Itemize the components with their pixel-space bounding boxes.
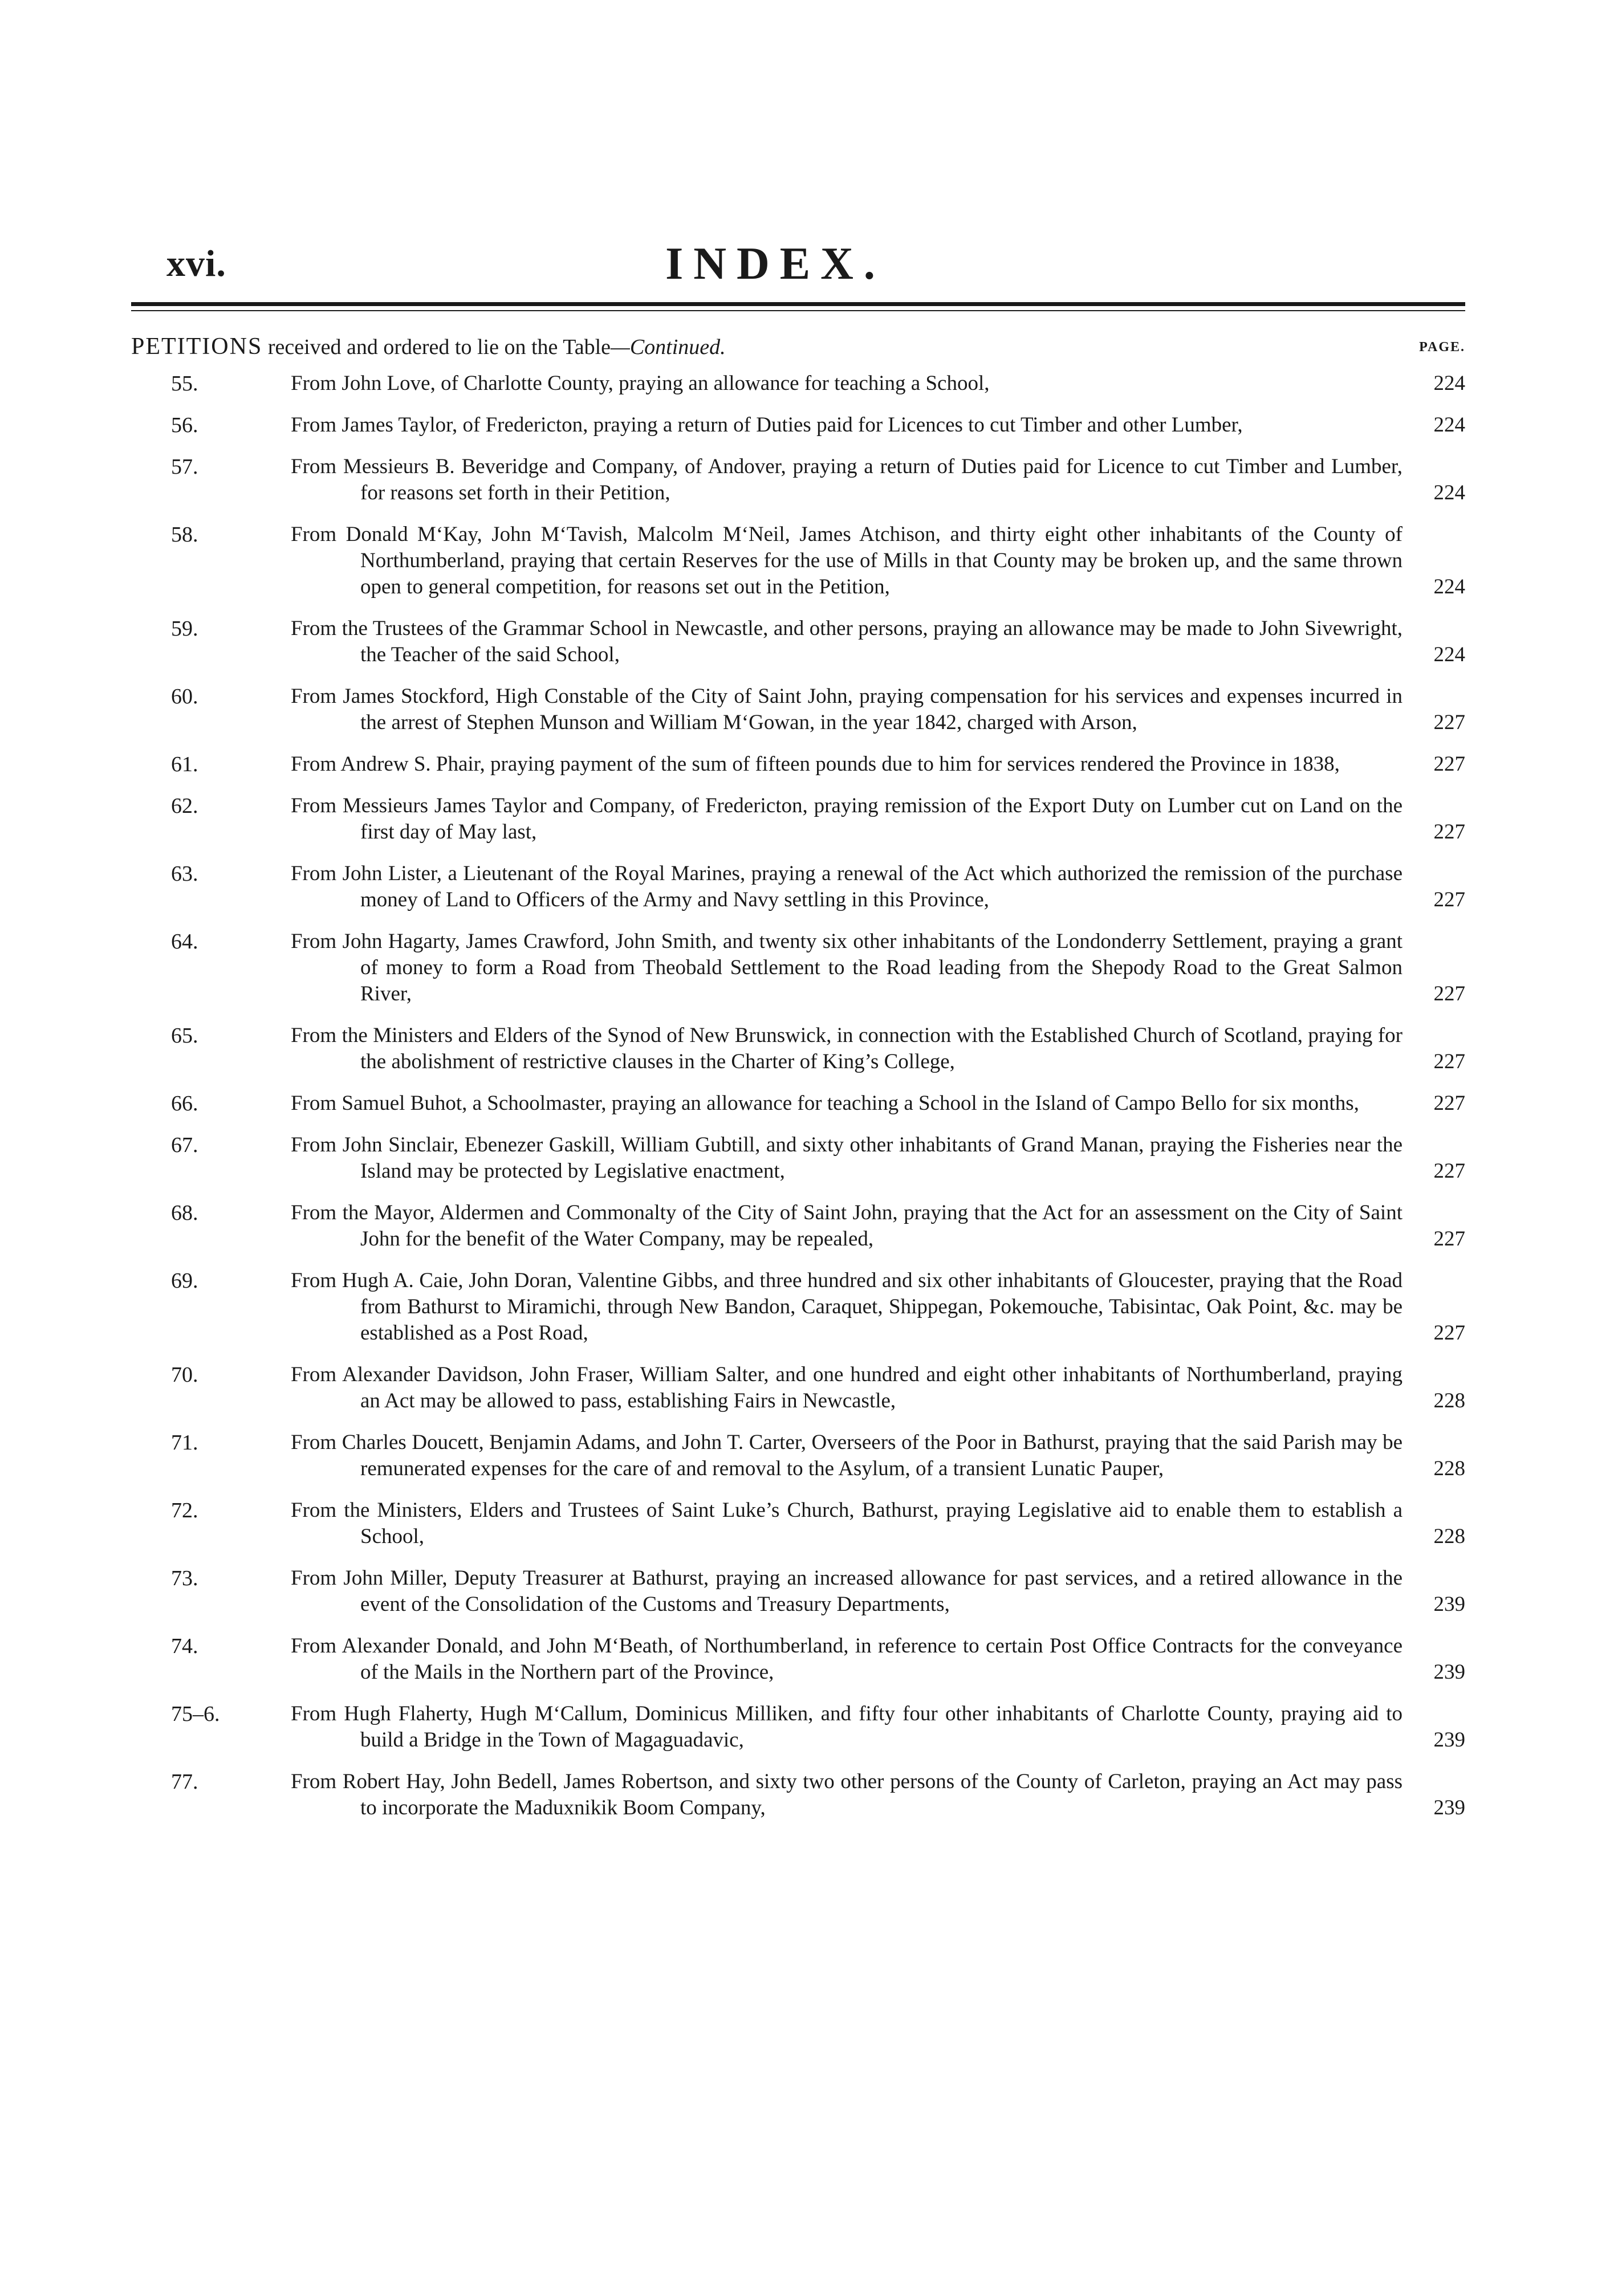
- header-rule: [131, 302, 1465, 306]
- index-entry: [0, 861, 1622, 913]
- page-title: INDEX.: [665, 239, 885, 289]
- entry-text: From James Taylor, of Fredericton, praying a return of Duties paid for Licences to cut Timber and other Lumber,: [291, 413, 1243, 437]
- entry-spacer: [0, 1117, 1622, 1132]
- entry-text: From James Stockford, High Constable of the City of Saint John, praying compensation for his services and expenses incurred in the arrest of Stephen Munson and William M‘Gowan, in the year 1842, charged with Arson,: [291, 685, 1403, 734]
- entry-text: From Alexander Donald, and John M‘Beath, of Northumberland, in reference to certain Post Office Contracts for the conveyance of the Mails in the Northern part of the Province,: [291, 1634, 1403, 1684]
- index-entry: [0, 1430, 1622, 1482]
- entry-text: From Messieurs B. Beveridge and Company, of Andover, praying a return of Duties paid for Licence to cut Timber and Lumber, for reasons set forth in their Petition,: [291, 455, 1403, 504]
- entry-page-ref: 239: [1433, 1593, 1465, 1616]
- index-entry: [0, 1701, 1622, 1753]
- entry-page-ref: 239: [1433, 1728, 1465, 1752]
- entry-text: From the Mayor, Aldermen and Commonalty of the City of Saint John, praying that the Act for an assessment on the City of Saint John for the benefit of the Water Company, may be repealed,: [291, 1201, 1403, 1251]
- entry-text: From Charles Doucett, Benjamin Adams, and John T. Carter, Overseers of the Poor in Bathurst, praying that the said Parish may be remunerated expenses for the care of and removal to the Asylum, of a transient Lunatic Pauper,: [291, 1431, 1403, 1480]
- entry-text: From Andrew S. Phair, praying payment of the sum of fifteen pounds due to him for services rendered the Province in 1838,: [291, 752, 1340, 776]
- entry-page-ref: 227: [1433, 711, 1465, 734]
- entry-number: 69.: [171, 1269, 198, 1293]
- index-entries: [0, 371, 1622, 1821]
- entry-spacer: [0, 1686, 1622, 1701]
- entry-text: From John Miller, Deputy Treasurer at Bathurst, praying an increased allowance for past services, and a retired allowance in the event of the Consolidation of the Customs and Treasury Departments,: [291, 1566, 1403, 1616]
- index-entry: [0, 1769, 1622, 1821]
- entry-number: 67.: [171, 1133, 198, 1157]
- entry-number: 59.: [171, 617, 198, 641]
- entry-spacer: [0, 1007, 1622, 1023]
- entry-number: 61.: [171, 752, 198, 776]
- entry-number: 55.: [171, 372, 198, 396]
- entry-page-ref: 239: [1433, 1660, 1465, 1684]
- entry-page-ref: 224: [1433, 481, 1465, 504]
- entry-number: 73.: [171, 1566, 198, 1590]
- index-entry: [0, 371, 1622, 397]
- entry-spacer: [0, 1753, 1622, 1769]
- entry-spacer: [0, 1075, 1622, 1090]
- index-entry: [0, 412, 1622, 438]
- entry-text: From Hugh Flaherty, Hugh M‘Callum, Dominicus Milliken, and fifty four other inhabitants of Charlotte County, praying aid to build a Bridge in the Town of Magaguadavic,: [291, 1702, 1403, 1752]
- entry-page-ref: 227: [1433, 752, 1465, 776]
- entry-page-ref: 227: [1433, 820, 1465, 844]
- section-heading-continued: —Continued.: [611, 335, 726, 359]
- entry-page-ref: 227: [1433, 982, 1465, 1005]
- index-entry: [0, 793, 1622, 845]
- entry-number: 63.: [171, 862, 198, 886]
- entry-spacer: [0, 1414, 1622, 1430]
- entry-text: From Messieurs James Taylor and Company, of Fredericton, praying remission of the Export Duty on Lumber cut on Land on the first day of May last,: [291, 794, 1403, 844]
- index-entry: [0, 751, 1622, 777]
- entry-number: 74.: [171, 1634, 198, 1658]
- index-entry: [0, 1633, 1622, 1686]
- index-entry: [0, 929, 1622, 1007]
- entry-page-ref: 224: [1433, 643, 1465, 666]
- section-heading: [131, 333, 726, 360]
- entry-text: From John Sinclair, Ebenezer Gaskill, William Gubtill, and sixty other inhabitants of Grand Manan, praying the Fisheries near the Island may be protected by Legislative enactment,: [291, 1133, 1403, 1183]
- entry-spacer: [0, 1346, 1622, 1362]
- entry-number: 56.: [171, 413, 198, 437]
- entry-spacer: [0, 736, 1622, 751]
- entry-spacer: [0, 845, 1622, 861]
- entry-text: From John Lister, a Lieutenant of the Royal Marines, praying a renewal of the Act which authorized the remission of the purchase money of Land to Officers of the Army and Navy settling in this Province,: [291, 862, 1403, 911]
- entry-spacer: [0, 1550, 1622, 1565]
- entry-page-ref: 224: [1433, 575, 1465, 599]
- entry-spacer: [0, 1184, 1622, 1200]
- entry-page-ref: 239: [1433, 1796, 1465, 1819]
- entry-number: 77.: [171, 1770, 198, 1794]
- entry-number: 57.: [171, 455, 198, 479]
- entry-spacer: [0, 1482, 1622, 1497]
- index-entry: [0, 1268, 1622, 1346]
- entry-text: From Hugh A. Caie, John Doran, Valentine Gibbs, and three hundred and six other inhabitants of Gloucester, praying that the Road from Bathurst to Miramichi, through New Bandon, Caraquet, Shippegan, Pokemouche, Tabisintac, Oak Point, &c. may be established as a Post Road,: [291, 1269, 1403, 1345]
- entry-page-ref: 227: [1433, 1092, 1465, 1115]
- index-entry: [0, 1362, 1622, 1414]
- entry-number: 68.: [171, 1201, 198, 1225]
- entry-text: From the Ministers and Elders of the Synod of New Brunswick, in connection with the Established Church of Scotland, praying for the abolishment of restrictive clauses in the Charter of King’s College,: [291, 1024, 1403, 1073]
- entry-spacer: [0, 506, 1622, 522]
- entry-page-ref: 227: [1433, 1321, 1465, 1345]
- entry-page-ref: 227: [1433, 1050, 1465, 1073]
- entry-page-ref: 224: [1433, 413, 1465, 437]
- section-heading-text: received and ordered to lie on the Table: [262, 335, 611, 359]
- entry-spacer: [0, 1252, 1622, 1268]
- index-entry: [0, 683, 1622, 736]
- index-entry: [0, 454, 1622, 506]
- entry-spacer: [0, 777, 1622, 793]
- entry-number: 66.: [171, 1092, 198, 1116]
- entry-text: From Alexander Davidson, John Fraser, William Salter, and one hundred and eight other inhabitants of Northumberland, praying an Act may be allowed to pass, establishing Fairs in Newcastle,: [291, 1363, 1403, 1412]
- entry-spacer: [0, 668, 1622, 683]
- entry-spacer: [0, 438, 1622, 454]
- entry-text: From Samuel Buhot, a Schoolmaster, praying an allowance for teaching a School in the Island of Campo Bello for six months,: [291, 1092, 1359, 1115]
- entry-number: 58.: [171, 523, 198, 547]
- entry-number: 62.: [171, 794, 198, 818]
- entry-text: From Robert Hay, John Bedell, James Robertson, and sixty two other persons of the County of Carleton, praying an Act may pass to incorporate the Maduxnikik Boom Company,: [291, 1770, 1403, 1819]
- index-entry: [0, 616, 1622, 668]
- entry-number: 65.: [171, 1024, 198, 1048]
- entry-text: From John Love, of Charlotte County, praying an allowance for teaching a School,: [291, 372, 990, 395]
- entry-number: 71.: [171, 1431, 198, 1455]
- entry-number: 70.: [171, 1363, 198, 1387]
- entry-page-ref: 227: [1433, 888, 1465, 911]
- page-number: xvi.: [166, 243, 226, 284]
- index-entry: [0, 522, 1622, 600]
- entry-page-ref: 228: [1433, 1525, 1465, 1548]
- entry-spacer: [0, 913, 1622, 929]
- entry-text: From the Ministers, Elders and Trustees of Saint Luke’s Church, Bathurst, praying Legislative aid to enable them to establish a School,: [291, 1499, 1403, 1548]
- entry-text: From the Trustees of the Grammar School in Newcastle, and other persons, praying an allowance may be made to John Sivewright, the Teacher of the said School,: [291, 617, 1403, 666]
- index-entry: [0, 1200, 1622, 1252]
- entry-page-ref: 227: [1433, 1159, 1465, 1183]
- entry-text: From John Hagarty, James Crawford, John Smith, and twenty six other inhabitants of the Londonderry Settlement, praying a grant of money to form a Road from Theobald Settlement to the Road leading from the Shepody Road to the Great Salmon River,: [291, 930, 1403, 1005]
- entry-page-ref: 224: [1433, 372, 1465, 395]
- entry-spacer: [0, 600, 1622, 616]
- entry-spacer: [0, 1618, 1622, 1633]
- index-entry: [0, 1565, 1622, 1618]
- index-entry: [0, 1497, 1622, 1550]
- entry-text: From Donald M‘Kay, John M‘Tavish, Malcolm M‘Neil, James Atchison, and thirty eight other inhabitants of the County of Northumberland, praying that certain Reserves for the use of Mills in that County may be broken up, and the same thrown open to general competition, for reasons set out in the Petition,: [291, 523, 1403, 599]
- header-rule-thin: [131, 310, 1465, 311]
- section-heading-caps: PETITIONS: [131, 333, 263, 360]
- page-column-label: PAGE.: [1419, 340, 1465, 355]
- entry-number: 72.: [171, 1499, 198, 1522]
- entry-number: 64.: [171, 930, 198, 954]
- entry-page-ref: 228: [1433, 1389, 1465, 1412]
- index-entry: [0, 1023, 1622, 1075]
- entry-number: 75–6.: [171, 1702, 220, 1726]
- entry-spacer: [0, 397, 1622, 412]
- entry-number: 60.: [171, 685, 198, 709]
- index-entry: [0, 1090, 1622, 1117]
- entry-page-ref: 228: [1433, 1457, 1465, 1480]
- entry-page-ref: 227: [1433, 1227, 1465, 1251]
- index-entry: [0, 1132, 1622, 1184]
